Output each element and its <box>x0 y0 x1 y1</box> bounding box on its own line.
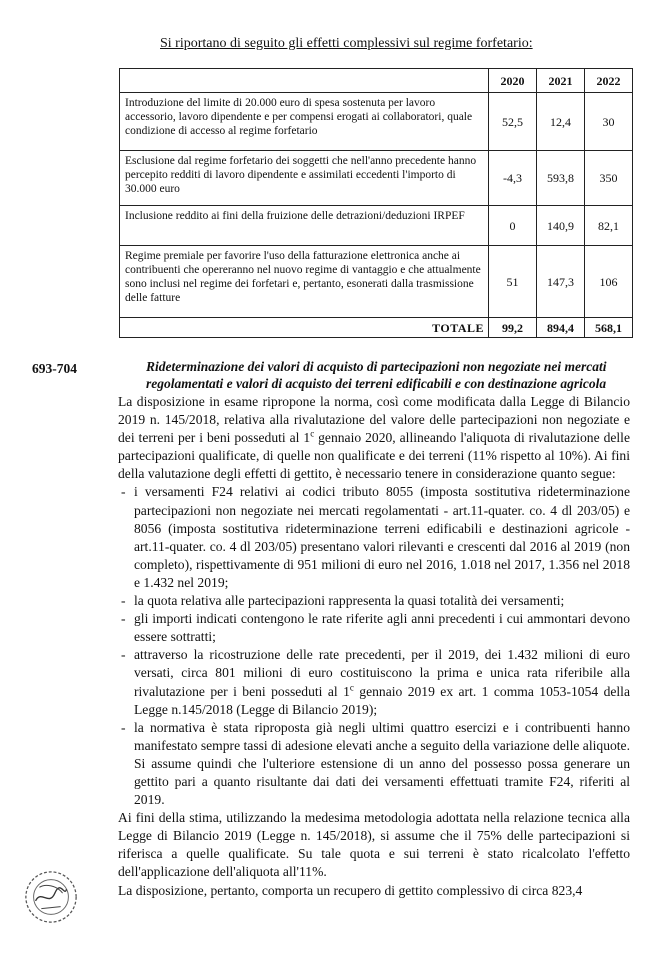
list-item: - la quota relativa alle partecipazioni rappresenta la quasi totalità dei versamenti; <box>118 592 630 610</box>
paragraph <box>118 393 630 483</box>
text-fragment: gennaio 2020, allineando l'aliquota di rivalutazione delle partecipazioni qualificate, di quelle non qualificate e dei terreni (11% rispetto al 10%). Ai fini della valutazione degli effetti di gettito, è necessario tenere in considerazione quanto segue: <box>118 430 630 482</box>
superscript: c <box>310 428 315 439</box>
row-value-2021: 140,9 <box>537 206 585 246</box>
row-description: Regime premiale per favorire l'uso della fatturazione elettronica anche ai contribuenti che opereranno nel nuovo regime di vantaggio e che attualmente sono inclusi nel regime dei forfetari e, pertanto, esonerati dalla trasmissione delle fatture <box>120 246 489 318</box>
row-description: Esclusione dal regime forfetario dei soggetti che nell'anno precedente hanno percepito redditi di lavoro dipendente e assimilati eccedenti l'importo di 30.000 euro <box>120 151 489 206</box>
intro-sentence: Si riportano di seguito gli effetti complessivi sul regime forfetario: <box>160 36 533 51</box>
paragraph: Ai fini della stima, utilizzando la medesima metodologia adottata nella relazione tecnica alla Legge di Bilancio 2019 (Legge n. 145/2018), si assume che il 75% delle partecipazioni si riferisca a quelle qualificate. Su tale quota e sui terreni è stato ricalcolato l'effetto dell'applicazione dell'aliquota all'11%. <box>118 810 630 880</box>
row-description: Inclusione reddito ai fini della fruizione delle detrazioni/deduzioni IRPEF <box>120 206 489 246</box>
total-label: TOTALE <box>120 318 489 338</box>
row-value-2022: 30 <box>585 93 633 151</box>
row-value-2021: 12,4 <box>537 93 585 151</box>
row-value-2022: 82,1 <box>585 206 633 246</box>
list-item <box>118 646 630 718</box>
row-value-2022: 106 <box>585 246 633 318</box>
text-fragment: gennaio 2019 ex art. 1 comma 1053-1054 della Legge n.145/2018 (Legge di Bilancio 2019); <box>134 683 630 717</box>
header-year-2022: 2022 <box>585 69 633 93</box>
bullet-list <box>118 483 630 809</box>
total-2021: 894,4 <box>537 318 585 338</box>
text-fragment: La disposizione in esame ripropone la norma, così come modificata dalla Legge di Bilancio 2019 n. 145/2018, relativa alla rivalutazione del valore delle partecipazioni non negoziate e dei terreni per i beni posseduti al 1 <box>118 394 630 446</box>
table-header-row <box>120 69 633 93</box>
section-body <box>118 393 630 900</box>
table-row <box>120 246 633 318</box>
header-year-2021: 2021 <box>537 69 585 93</box>
section-heading: Rideterminazione dei valori di acquisto di partecipazioni non negoziate nei mercati regolamentati e valori di acquisto dei terreni edificabili e con destinazione agricola <box>146 359 607 391</box>
header-blank-cell <box>120 69 489 93</box>
section-code: 693-704 <box>32 361 77 376</box>
total-2020: 99,2 <box>489 318 537 338</box>
row-value-2020: 0 <box>489 206 537 246</box>
total-row <box>120 318 633 338</box>
table-row <box>120 206 633 246</box>
text-fragment: attraverso la ricostruzione delle rate precedenti, per il 2019, dei 1.432 milioni di euro versati, circa 801 milioni di euro costituiscono la prima e unica rata riferibile alla rivalutazione per i beni posseduti al 1 <box>134 647 630 699</box>
list-item: - la normativa è stata riproposta già negli ultimi quattro esercizi e i contribuenti hanno manifestato sempre tassi di adesione elevati anche a seguito della variazione delle aliquote. Si assume quindi che l'ulteriore estensione di un anno del possesso possa generare un gettito pari a quanto risultante dai dati dei versamenti effettuati tramite F24, riferiti al 2019. <box>118 719 630 809</box>
row-value-2020: 52,5 <box>489 93 537 151</box>
total-2022: 568,1 <box>585 318 633 338</box>
list-item: - gli importi indicati contengono le rate riferite agli anni precedenti i cui ammontari devono essere sottratti; <box>118 610 630 646</box>
row-value-2022: 350 <box>585 151 633 206</box>
row-value-2020: 51 <box>489 246 537 318</box>
superscript: c <box>349 681 354 692</box>
table-row <box>120 151 633 206</box>
row-description: Introduzione del limite di 20.000 euro di spesa sostenuta per lavoro accessorio, lavoro dipendente e per compensi erogati ai collaboratori, quale condizione di accesso al regime forfetario <box>120 93 489 151</box>
table-row <box>120 93 633 151</box>
list-item: - i versamenti F24 relativi ai codici tributo 8055 (imposta sostitutiva rideterminazione partecipazioni non negoziate nei mercati regolamentati - art.11-quater. co. 4 dl 203/05) e 8056 (imposta sostitutiva rideterminazione terreni edificabili e destinazioni agricole - art.11-quater. co. 4 dl 203/05) presentano valori rilevanti e crescenti dal 2016 al 2019 (non completo), rispettivamente di 951 milioni di euro nel 2016, 1.018 nel 2017, 1.356 nel 2018 e 1.432 nel 2019; <box>118 483 630 592</box>
signature-stamp-icon <box>22 868 80 926</box>
row-value-2021: 147,3 <box>537 246 585 318</box>
paragraph: La disposizione, pertanto, comporta un recupero di gettito complessivo di circa 823,4 <box>118 882 583 898</box>
row-value-2020: -4,3 <box>489 151 537 206</box>
effects-table <box>119 68 633 338</box>
header-year-2020: 2020 <box>489 69 537 93</box>
row-value-2021: 593,8 <box>537 151 585 206</box>
